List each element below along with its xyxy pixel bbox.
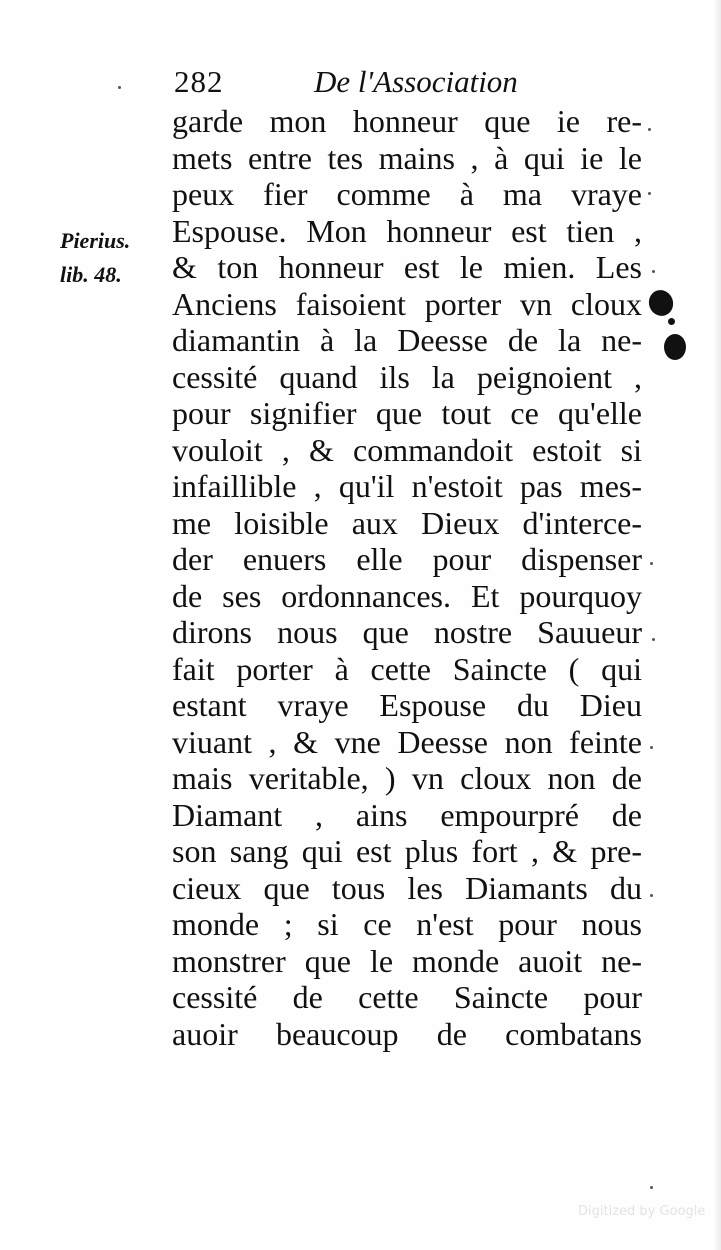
text-line: dirons nous que nostre Sauueur bbox=[172, 614, 642, 650]
paper-speck bbox=[648, 128, 651, 131]
text-line: fait porter à cette Saincte ( qui bbox=[172, 650, 642, 687]
margin-notes bbox=[60, 224, 170, 292]
text-line: auoir beaucoup de combatans bbox=[172, 1015, 642, 1052]
text-line: pour signifier que tout ce qu'elle bbox=[172, 395, 642, 431]
text-line: Espouse. Mon honneur est tien , bbox=[172, 212, 642, 249]
paper-speck bbox=[652, 270, 655, 273]
running-title: De l'Association bbox=[314, 64, 518, 99]
ink-blot bbox=[664, 334, 686, 360]
paper-speck bbox=[650, 562, 653, 565]
text-line: cessité quand ils la peignoient , bbox=[172, 358, 642, 395]
text-line: diamantin à la Deesse de la ne- bbox=[172, 322, 642, 358]
text-line: de ses ordonnances. Et pourquoy bbox=[172, 577, 642, 614]
text-line: son sang qui est plus fort , & pre- bbox=[172, 833, 642, 869]
text-line: garde mon honneur que ie re- bbox=[172, 103, 642, 139]
text-line: monde ; si ce n'est pour nous bbox=[172, 906, 642, 942]
text-line: mais veritable, ) vn cloux non de bbox=[172, 760, 642, 796]
page-number: 282 bbox=[174, 64, 224, 99]
text-line: viuant , & vne Deesse non feinte bbox=[172, 723, 642, 760]
page-edge-shadow bbox=[713, 0, 721, 1250]
text-line: mets entre tes mains , à qui ie le bbox=[172, 139, 642, 176]
paper-speck bbox=[650, 1186, 653, 1189]
paper-speck bbox=[652, 638, 655, 641]
ink-blot bbox=[645, 287, 676, 320]
paper-speck bbox=[118, 86, 121, 89]
text-line: estant vraye Espouse du Dieu bbox=[172, 687, 642, 723]
body-text bbox=[172, 103, 642, 1052]
paper-speck bbox=[650, 894, 653, 897]
text-line: Anciens faisoient porter vn cloux bbox=[172, 285, 642, 322]
text-line: cessité de cette Saincte pour bbox=[172, 979, 642, 1015]
text-line: infaillible , qu'il n'estoit pas mes- bbox=[172, 468, 642, 504]
text-line: Diamant , ains empourpré de bbox=[172, 796, 642, 833]
text-line: me loisible aux Dieux d'interce- bbox=[172, 504, 642, 541]
ink-blot bbox=[668, 318, 675, 325]
watermark: Digitized by Google bbox=[578, 1204, 706, 1219]
page-header bbox=[174, 60, 594, 104]
text-line: cieux que tous les Diamants du bbox=[172, 869, 642, 906]
text-line: der enuers elle pour dispenser bbox=[172, 541, 642, 577]
paper-speck bbox=[648, 192, 651, 195]
paper-speck bbox=[650, 746, 653, 749]
text-line: peux fier comme à ma vraye bbox=[172, 176, 642, 212]
margin-note: lib. 48. bbox=[60, 262, 122, 287]
text-line: & ton honneur est le mien. Les bbox=[172, 249, 642, 285]
margin-note: Pierius. bbox=[60, 228, 131, 253]
text-line: monstrer que le monde auoit ne- bbox=[172, 942, 642, 979]
text-line: vouloit , & commandoit estoit si bbox=[172, 431, 642, 468]
